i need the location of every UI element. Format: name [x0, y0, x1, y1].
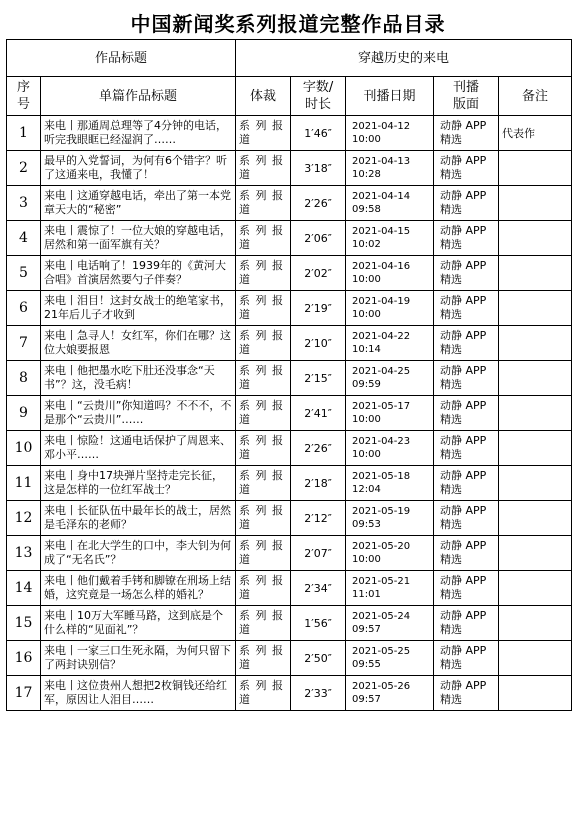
- row-date: 2021-04-14 09:58: [346, 186, 434, 221]
- table-row: [7, 186, 572, 221]
- row-length: 2′26″: [291, 431, 346, 466]
- row-page: 动静 APP 精选: [434, 326, 499, 361]
- row-genre: 系 列 报 道: [236, 431, 291, 466]
- row-genre: 系 列 报 道: [236, 151, 291, 186]
- row-genre: 系 列 报 道: [236, 186, 291, 221]
- row-title: 来电丨他们戴着手铐和脚镣在刑场上结婚，这究竟是一场怎么样的婚礼？: [41, 571, 236, 606]
- row-date: 2021-04-23 10:00: [346, 431, 434, 466]
- row-genre: 系 列 报 道: [236, 221, 291, 256]
- row-title: 最早的入党誓词，为何有6个错字？听了这通来电，我懂了！: [41, 151, 236, 186]
- header-seq: 序 号: [7, 77, 41, 116]
- row-length: 2′07″: [291, 536, 346, 571]
- table-row: [7, 361, 572, 396]
- row-date: 2021-05-25 09:55: [346, 641, 434, 676]
- row-length: 1′46″: [291, 116, 346, 151]
- row-genre: 系 列 报 道: [236, 256, 291, 291]
- table-row: [7, 396, 572, 431]
- row-page: 动静 APP 精选: [434, 396, 499, 431]
- row-title: 来电丨10万大军睡马路，这到底是个什么样的“见面礼”？: [41, 606, 236, 641]
- row-page: 动静 APP 精选: [434, 466, 499, 501]
- row-page: 动静 APP 精选: [434, 221, 499, 256]
- row-page: 动静 APP 精选: [434, 606, 499, 641]
- table-row: [7, 536, 572, 571]
- row-page: 动静 APP 精选: [434, 116, 499, 151]
- row-seq: 4: [7, 221, 41, 256]
- row-date: 2021-05-18 12:04: [346, 466, 434, 501]
- row-page: 动静 APP 精选: [434, 186, 499, 221]
- row-page: 动静 APP 精选: [434, 361, 499, 396]
- row-note: [499, 571, 572, 606]
- row-length: 2′02″: [291, 256, 346, 291]
- header-genre: 体裁: [236, 77, 291, 116]
- row-seq: 5: [7, 256, 41, 291]
- row-length: 2′06″: [291, 221, 346, 256]
- row-genre: 系 列 报 道: [236, 326, 291, 361]
- row-seq: 13: [7, 536, 41, 571]
- row-note: [499, 291, 572, 326]
- row-title: 来电丨惊险！这通电话保护了周恩来、邓小平……: [41, 431, 236, 466]
- row-date: 2021-04-19 10:00: [346, 291, 434, 326]
- header-title: 单篇作品标题: [41, 77, 236, 116]
- row-note: [499, 641, 572, 676]
- row-seq: 10: [7, 431, 41, 466]
- row-note: [499, 606, 572, 641]
- row-length: 2′26″: [291, 186, 346, 221]
- row-date: 2021-05-19 09:53: [346, 501, 434, 536]
- header-page: 刊播 版面: [434, 77, 499, 116]
- table-row: [7, 116, 572, 151]
- row-genre: 系 列 报 道: [236, 536, 291, 571]
- row-date: 2021-04-22 10:14: [346, 326, 434, 361]
- row-note: [499, 256, 572, 291]
- row-length: 2′50″: [291, 641, 346, 676]
- row-length: 2′33″: [291, 676, 346, 711]
- row-title: 来电丨泪目！这封女战士的绝笔家书，21年后儿子才收到: [41, 291, 236, 326]
- row-title: 来电丨长征队伍中最年长的战士，居然是毛泽东的老师？: [41, 501, 236, 536]
- row-length: 1′56″: [291, 606, 346, 641]
- row-page: 动静 APP 精选: [434, 536, 499, 571]
- header-length: 字数/ 时长: [291, 77, 346, 116]
- row-title: 来电丨震惊了！一位大娘的穿越电话，居然和第一面军旗有关？: [41, 221, 236, 256]
- row-note: [499, 221, 572, 256]
- row-note: [499, 466, 572, 501]
- row-note: [499, 676, 572, 711]
- row-genre: 系 列 报 道: [236, 291, 291, 326]
- row-genre: 系 列 报 道: [236, 116, 291, 151]
- table-row: [7, 291, 572, 326]
- row-seq: 12: [7, 501, 41, 536]
- table-row: [7, 571, 572, 606]
- row-title: 来电丨在北大学生的口中，李大钊为何成了“无名氏”？: [41, 536, 236, 571]
- table-row: [7, 256, 572, 291]
- table-row: [7, 431, 572, 466]
- row-length: 3′18″: [291, 151, 346, 186]
- table-row: [7, 641, 572, 676]
- row-title: 来电丨一家三口生死永隔，为何只留下了两封诀别信？: [41, 641, 236, 676]
- table-row: [7, 151, 572, 186]
- row-note: [499, 151, 572, 186]
- project-title: 穿越历史的来电: [236, 40, 572, 77]
- row-length: 2′41″: [291, 396, 346, 431]
- row-seq: 2: [7, 151, 41, 186]
- row-genre: 系 列 报 道: [236, 396, 291, 431]
- row-seq: 3: [7, 186, 41, 221]
- row-seq: 1: [7, 116, 41, 151]
- row-genre: 系 列 报 道: [236, 501, 291, 536]
- row-note: 代表作: [499, 116, 572, 151]
- row-length: 2′34″: [291, 571, 346, 606]
- row-note: [499, 186, 572, 221]
- row-title: 来电丨这通穿越电话，牵出了第一本党章天大的“秘密”: [41, 186, 236, 221]
- header-date: 刊播日期: [346, 77, 434, 116]
- row-seq: 7: [7, 326, 41, 361]
- row-genre: 系 列 报 道: [236, 606, 291, 641]
- row-date: 2021-04-25 09:59: [346, 361, 434, 396]
- row-genre: 系 列 报 道: [236, 676, 291, 711]
- row-length: 2′19″: [291, 291, 346, 326]
- row-date: 2021-04-16 10:00: [346, 256, 434, 291]
- row-title: 来电丨他把墨水吃下肚还没事念“天书”？这，没毛病！: [41, 361, 236, 396]
- row-note: [499, 361, 572, 396]
- row-title: 来电丨身中17块弹片坚持走完长征，这是怎样的一位红军战士？: [41, 466, 236, 501]
- header-note: 备注: [499, 77, 572, 116]
- row-seq: 9: [7, 396, 41, 431]
- row-page: 动静 APP 精选: [434, 291, 499, 326]
- table-row: [7, 221, 572, 256]
- row-seq: 11: [7, 466, 41, 501]
- document-title: 中国新闻奖系列报道完整作品目录: [130, 12, 446, 36]
- row-page: 动静 APP 精选: [434, 676, 499, 711]
- row-date: 2021-04-12 10:00: [346, 116, 434, 151]
- row-page: 动静 APP 精选: [434, 151, 499, 186]
- row-title: 来电丨这位贵州人想把2枚铜钱还给红军，原因让人泪目……: [41, 676, 236, 711]
- row-date: 2021-05-17 10:00: [346, 396, 434, 431]
- table-row: [7, 606, 572, 641]
- project-label: 作品标题: [7, 40, 236, 77]
- table-row: [7, 501, 572, 536]
- row-seq: 8: [7, 361, 41, 396]
- row-title: 来电丨电话响了！1939年的《黄河大合唱》首演居然要勺子伴奏？: [41, 256, 236, 291]
- row-length: 2′12″: [291, 501, 346, 536]
- row-date: 2021-04-13 10:28: [346, 151, 434, 186]
- row-date: 2021-04-15 10:02: [346, 221, 434, 256]
- row-seq: 14: [7, 571, 41, 606]
- row-date: 2021-05-24 09:57: [346, 606, 434, 641]
- row-seq: 16: [7, 641, 41, 676]
- row-page: 动静 APP 精选: [434, 571, 499, 606]
- row-seq: 15: [7, 606, 41, 641]
- row-genre: 系 列 报 道: [236, 641, 291, 676]
- row-genre: 系 列 报 道: [236, 361, 291, 396]
- row-date: 2021-05-21 11:01: [346, 571, 434, 606]
- works-table: [6, 39, 572, 711]
- row-title: 来电丨“云贵川”你知道吗？不不不，不是那个“云贵川”……: [41, 396, 236, 431]
- row-page: 动静 APP 精选: [434, 501, 499, 536]
- row-note: [499, 431, 572, 466]
- row-page: 动静 APP 精选: [434, 431, 499, 466]
- row-page: 动静 APP 精选: [434, 641, 499, 676]
- row-genre: 系 列 报 道: [236, 466, 291, 501]
- row-seq: 6: [7, 291, 41, 326]
- row-note: [499, 501, 572, 536]
- row-note: [499, 396, 572, 431]
- header-row: [7, 77, 572, 116]
- row-title: 来电丨那通周总理等了4分钟的电话，听完我眼眶已经湿润了……: [41, 116, 236, 151]
- table-row: [7, 466, 572, 501]
- row-length: 2′10″: [291, 326, 346, 361]
- table-row: [7, 326, 572, 361]
- row-length: 2′15″: [291, 361, 346, 396]
- row-title: 来电丨急寻人！女红军，你们在哪？这位大娘要报恩: [41, 326, 236, 361]
- row-date: 2021-05-26 09:57: [346, 676, 434, 711]
- row-length: 2′18″: [291, 466, 346, 501]
- row-note: [499, 326, 572, 361]
- row-page: 动静 APP 精选: [434, 256, 499, 291]
- table-row: [7, 676, 572, 711]
- row-date: 2021-05-20 10:00: [346, 536, 434, 571]
- row-note: [499, 536, 572, 571]
- row-genre: 系 列 报 道: [236, 571, 291, 606]
- project-row: [7, 40, 572, 77]
- row-seq: 17: [7, 676, 41, 711]
